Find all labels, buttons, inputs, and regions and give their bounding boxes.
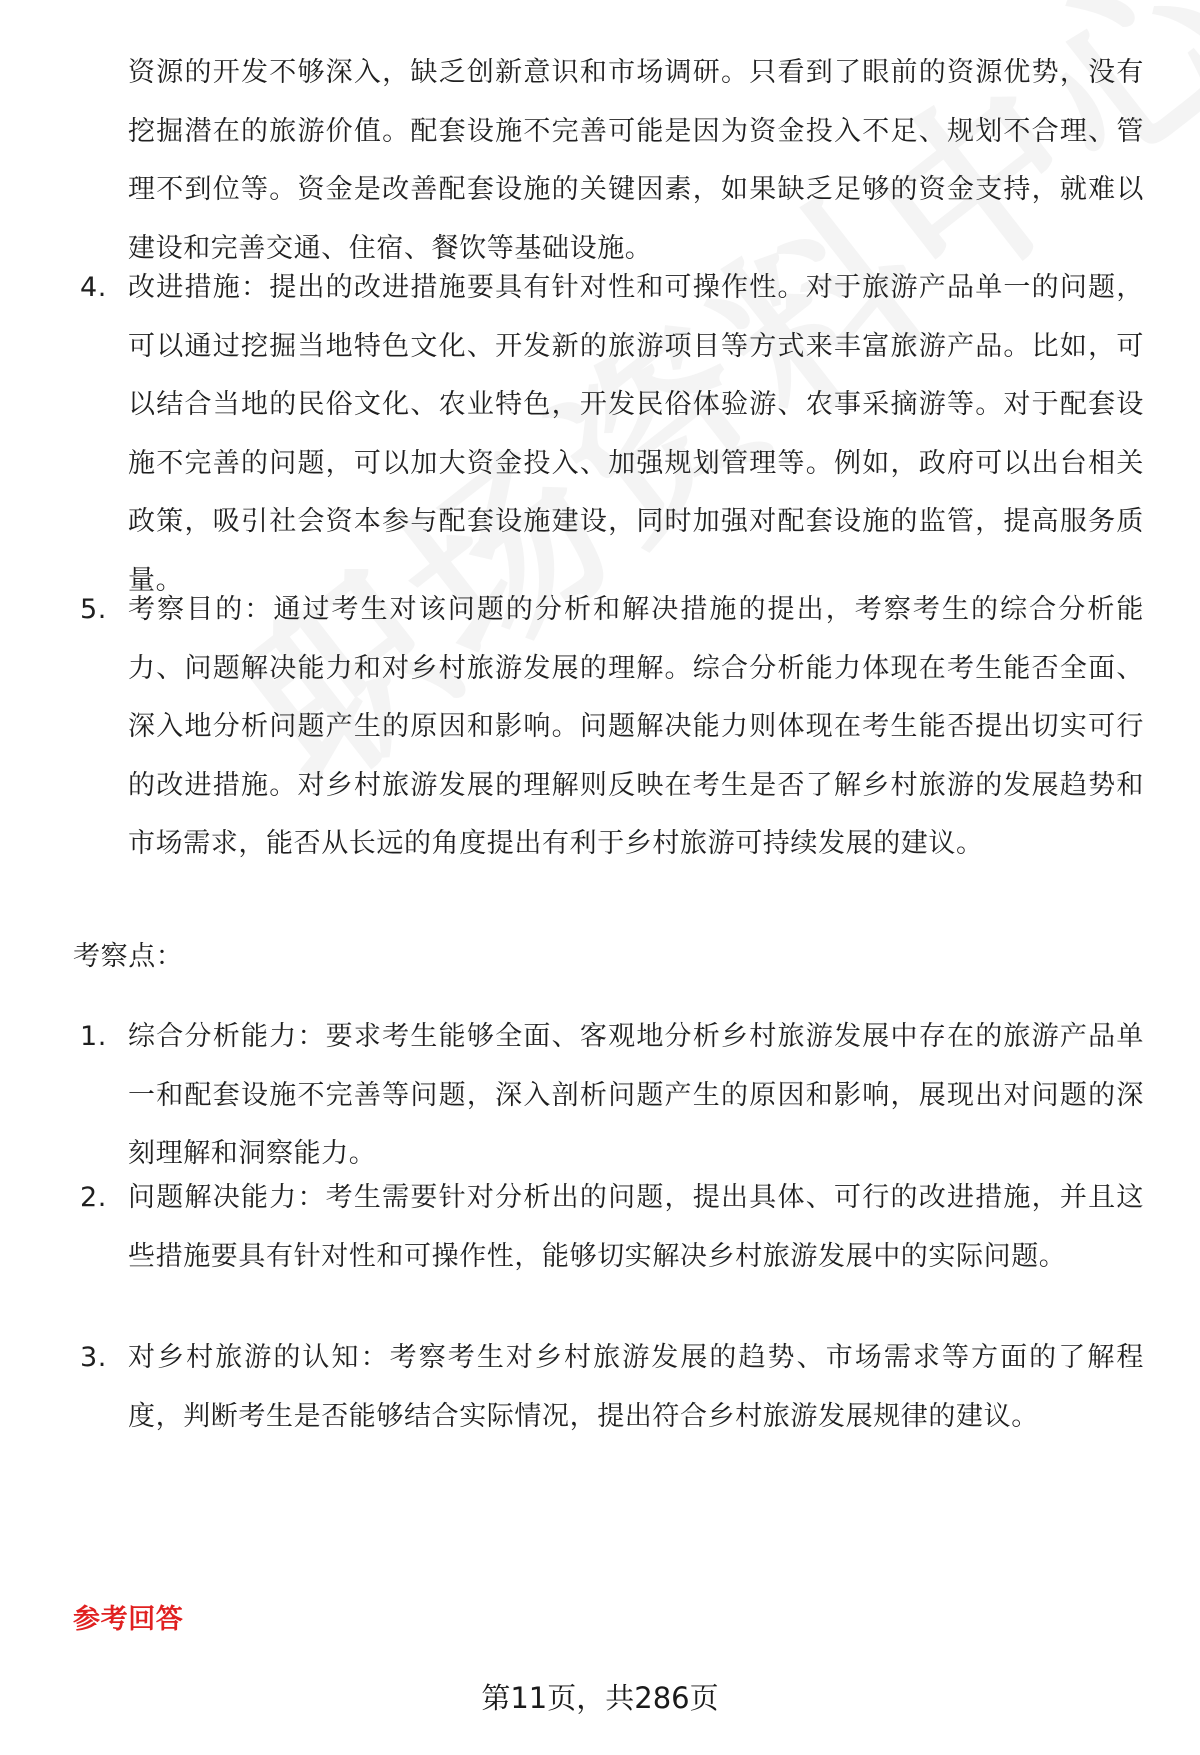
list-item-text: 综合分析能力：要求考生能够全面、客观地分析乡村旅游发展中存在的旅游产品单一和配套设施不完善等问题，深入剖析问题产生的原因和影响，展现出对问题的深刻理解和洞察能力。 (128, 1021, 1144, 1169)
list-number: 5. (80, 594, 107, 625)
points-heading: 考察点： (73, 941, 184, 972)
points-item-3 (80, 1329, 1144, 1446)
list-item-text: 对乡村旅游的认知：考察考生对乡村旅游发展的趋势、市场需求等方面的了解程度，判断考生是否能够结合实际情况，提出符合乡村旅游发展规律的建议。 (128, 1342, 1144, 1432)
points-item-1 (80, 1008, 1144, 1184)
analysis-item-4 (80, 259, 1144, 610)
list-item-text: 考察目的：通过考生对该问题的分析和解决措施的提出，考察考生的综合分析能力、问题解决能力和对乡村旅游发展的理解。综合分析能力体现在考生能否全面、深入地分析问题产生的原因和影响。问题解决能力则体现在考生能否提出切实可行的改进措施。对乡村旅游发展的理解则反映在考生是否了解乡村旅游的发展趋势和市场需求，能否从长远的角度提出有利于乡村旅游可持续发展的建议。 (128, 594, 1144, 859)
list-number: 2. (80, 1182, 107, 1213)
points-item-2 (80, 1169, 1144, 1286)
analysis-item-5 (80, 581, 1144, 874)
list-item-text: 问题解决能力：考生需要针对分析出的问题，提出具体、可行的改进措施，并且这些措施要具有针对性和可操作性，能够切实解决乡村旅游发展中的实际问题。 (128, 1182, 1144, 1272)
continuation-paragraph: 资源的开发不够深入，缺乏创新意识和市场调研。只看到了眼前的资源优势，没有挖掘潜在的旅游价值。配套设施不完善可能是因为资金投入不足、规划不合理、管理不到位等。资金是改善配套设施的关键因素，如果缺乏足够的资金支持，就难以建设和完善交通、住宿、餐饮等基础设施。 (128, 57, 1144, 264)
reference-answer-heading: 参考回答 (73, 1604, 184, 1635)
list-number: 3. (80, 1342, 107, 1373)
list-item-text: 改进措施：提出的改进措施要具有针对性和可操作性。对于旅游产品单一的问题，可以通过挖掘当地特色文化、开发新的旅游项目等方式来丰富旅游产品。比如，可以结合当地的民俗文化、农业特色，开发民俗体验游、农事采摘游等。对于配套设施不完善的问题，可以加大资金投入、加强规划管理等。例如，政府可以出台相关政策，吸引社会资本参与配套设施建设，同时加强对配套设施的监管，提高服务质量。 (128, 272, 1144, 596)
page-footer: 第11页，共286页 (481, 1681, 719, 1715)
list-number: 1. (80, 1021, 107, 1052)
list-number: 4. (80, 272, 107, 303)
